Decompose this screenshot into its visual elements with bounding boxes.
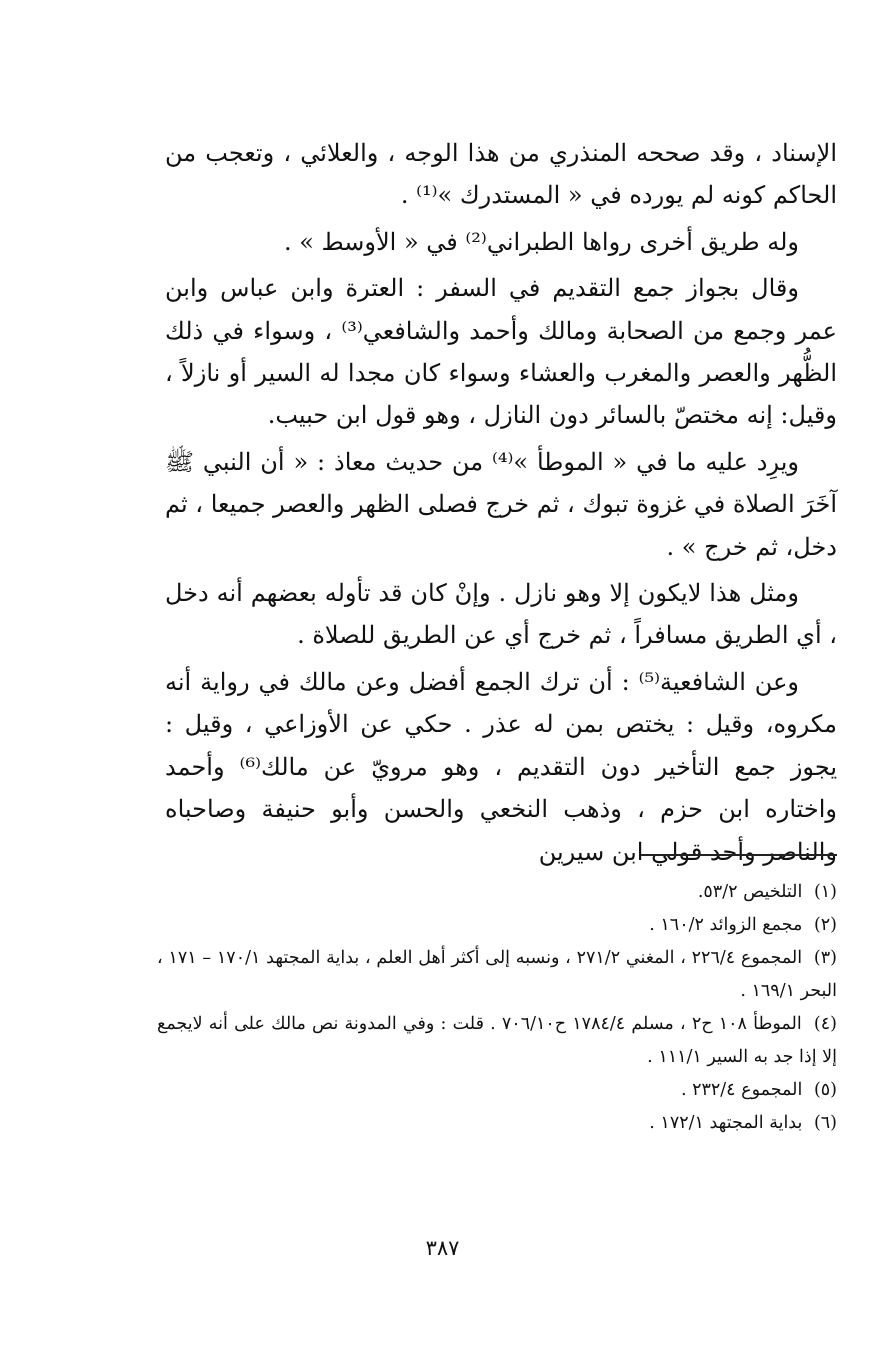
paragraph: الإسناد ، وقد صححه المنذري من هذا الوجه ، والعلائي ، وتعجب من الحاكم كونه لم يورده في « المستدرك »⁽¹⁾ . (165, 139, 837, 210)
paragraph: وقال بجواز جمع التقديم في السفر : العترة وابن عباس وابن عمر وجمع من الصحابة ومالك وأحمد والشافعي⁽³⁾ ، وسواء في ذلك الظُّهر والعصر والمغرب والعشاء وسواء كان مجدا له السير أو نازلاً ، وقيل: إنه مختصّ بالسائر دون النازل ، وهو قول ابن حبيب. (165, 274, 837, 430)
footnote (157, 1074, 837, 1107)
footnotes (157, 876, 837, 1140)
footnote-number: (٦) (813, 1113, 837, 1133)
footnote-text: المجموع ٢٣٢/٤ . (680, 1080, 803, 1100)
main-text (165, 132, 837, 877)
paragraph: ويرِد عليه ما في « الموطأ »⁽⁴⁾ من حديث معاذ : « أن النبي ﷺ آخَرَ الصلاة في غزوة تبوك ، ثم خرج فصلى الظهر والعصر جميعا ، ثم دخل، ثم خرج » . (165, 447, 837, 561)
footnote-text: المجموع ٢٢٦/٤ ، المغني ٢٧١/٢ ، ونسبه إلى أكثر أهل العلم ، بداية المجتهد ١٧٠/١ – ١٧١ ، البحر ١٦٩/١ . (157, 948, 837, 1001)
footnote-text: مجمع الزوائد ١٦٠/٢ . (649, 915, 803, 935)
footnote-number: (١) (813, 882, 837, 902)
paragraph: وله طريق أخرى رواها الطبراني⁽²⁾ في « الأوسط » . (283, 227, 799, 256)
footnote (157, 1008, 837, 1074)
paragraph: ومثل هذا لايكون إلا وهو نازل . وإنْ كان قد تأوله بعضهم أنه دخل ، أي الطريق مسافراً ، ثم خرج أي عن الطريق للصلاة . (165, 579, 837, 650)
footnote-text: الموطأ ١٠٨ ح٢ ، مسلم ١٧٨٤/٤ ح٧٠٦/١٠ . قلت : وفي المدونة نص مالك على أنه لايجمع إلا إذا جد به السير ١١١/١ . (157, 1014, 837, 1067)
footnote (157, 909, 837, 942)
page-number: ٣٨٧ (425, 1236, 460, 1260)
footnote (157, 876, 837, 909)
footnote-text: التلخيص ٥٣/٢. (697, 882, 803, 902)
footnote-separator (641, 854, 837, 856)
footnote-text: بداية المجتهد ١٧٢/١ . (649, 1113, 803, 1133)
footnote-number: (٣) (813, 948, 837, 968)
footnote-number: (٤) (813, 1014, 837, 1034)
footnote-number: (٢) (813, 915, 837, 935)
footnote (157, 1107, 837, 1140)
footnote (157, 942, 837, 1008)
footnote-number: (٥) (813, 1080, 837, 1100)
paragraph: وعن الشافعية⁽⁵⁾ : أن ترك الجمع أفضل وعن مالك في رواية أنه مكروه، وقيل : يختص بمن له عذر . حكي عن الأوزاعي ، وقيل : يجوز جمع التأخير دون التقديم ، وهو مرويّ عن مالك⁽⁶⁾ وأحمد واختاره ابن حزم ، وذهب النخعي والحسن وأبو حنيفة وصاحباه والناصر وأحد قولي ابن سيرين (165, 667, 838, 866)
